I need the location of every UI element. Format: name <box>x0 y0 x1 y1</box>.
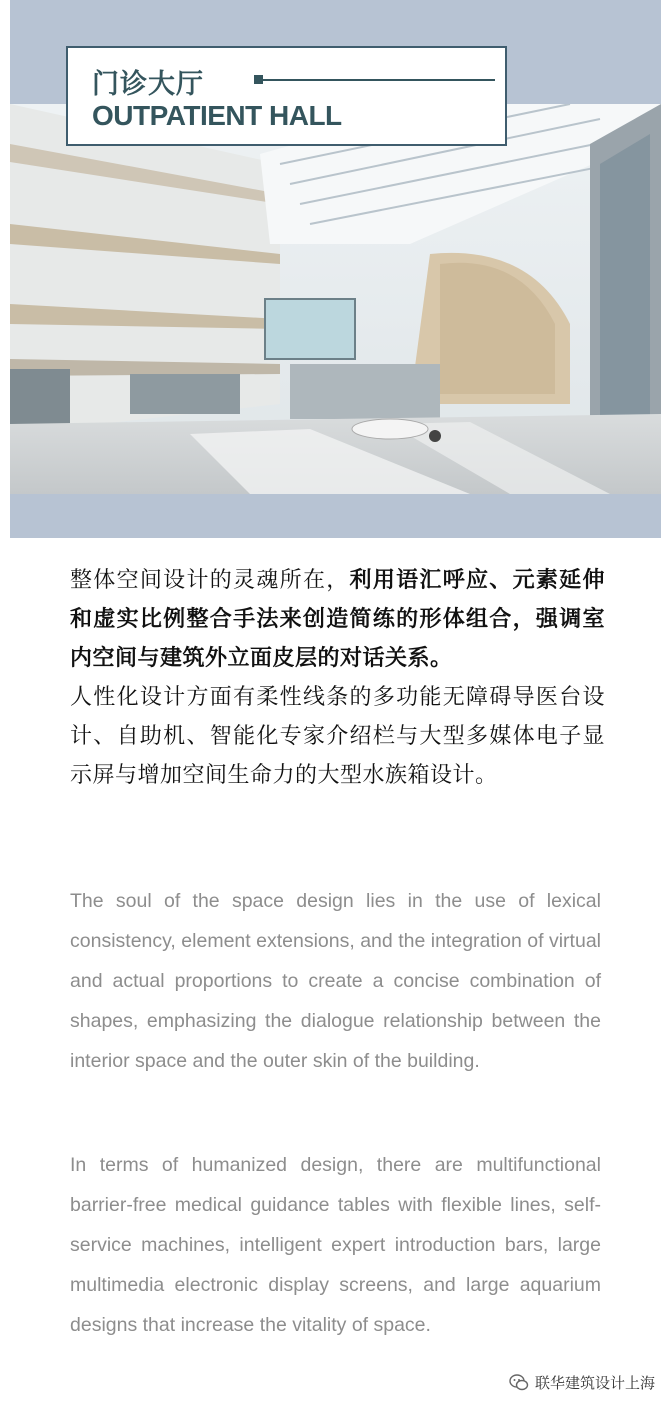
account-watermark <box>509 1372 655 1393</box>
cn-body-text <box>70 561 605 795</box>
cn-paragraph-2: 人性化设计方面有柔性线条的多功能无障碍导医台设计、自助机、智能化专家介绍栏与大型多媒体电子显示屏与增加空间生命力的大型水族箱设计。 <box>70 685 605 788</box>
wechat-icon <box>509 1373 529 1393</box>
section-title-card <box>66 46 507 146</box>
hall-photo <box>10 104 661 494</box>
en-paragraph-2: In terms of humanized design, there are multifunctional barrier-free medical guidance tables with flexible lines, self-service machines, intelligent expert introduction bars, large multimedia electronic display screens, and large aquarium designs that increase the vitality of space. <box>70 1154 601 1336</box>
en-paragraph-1: The soul of the space design lies in the use of lexical consistency, element extensions, and the integration of virtual and actual proportions to create a concise combination of shapes, emphasizing the dialogue relationship between the interior space and the outer skin of the building. <box>70 890 601 1072</box>
cn-paragraph-1-bold: 利用语汇呼应、元素延伸和虚实比例整合手法来创造简练的形体组合，强调室内空间与建筑外立面皮层的对话关系。 <box>70 568 605 671</box>
title-decoration-line <box>258 79 495 81</box>
section-title-en: OUTPATIENT HALL <box>92 100 342 131</box>
account-name: 联华建筑设计上海 <box>534 1374 655 1392</box>
section-title-cn: 门诊大厅 <box>92 69 204 100</box>
cn-paragraph-1-normal: 整体空间设计的灵魂所在， <box>70 568 350 593</box>
